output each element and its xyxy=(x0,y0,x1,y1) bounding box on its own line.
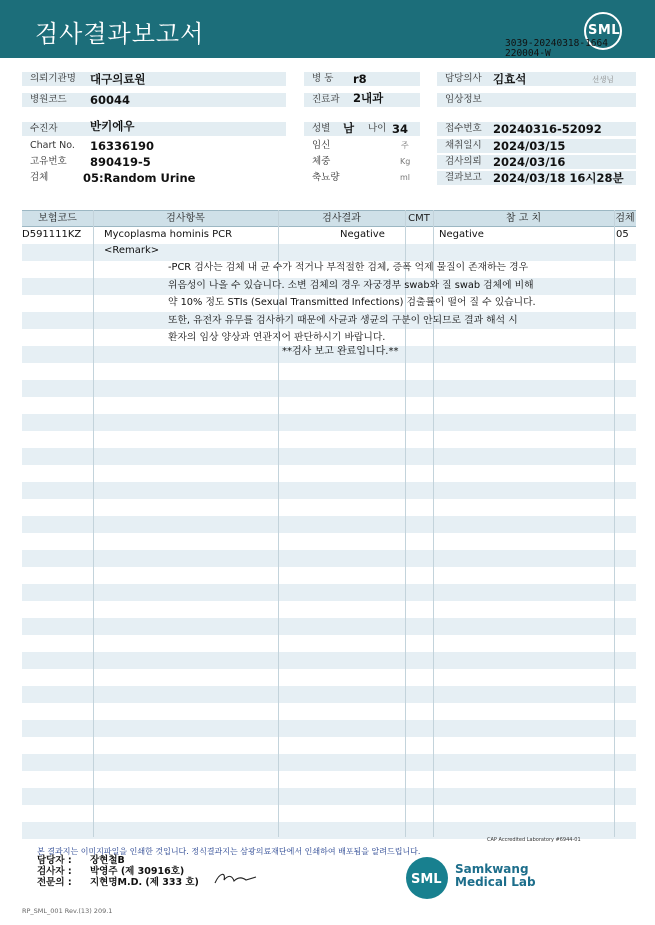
header-reference: 참 고 치 xyxy=(505,213,542,224)
doctor-value: 김효석 xyxy=(493,72,527,86)
chart-value: 16336190 xyxy=(90,139,155,153)
unique-value: 890419-5 xyxy=(90,155,151,169)
preg-unit: 주 xyxy=(401,141,409,150)
age-value: 34 xyxy=(392,122,409,136)
company-name-line1: Samkwang xyxy=(455,862,529,876)
row-result: Negative xyxy=(340,229,385,240)
report-complete: **검사 보고 완료입니다.** xyxy=(282,346,399,357)
table-row-stripe xyxy=(22,686,636,703)
signature-icon xyxy=(212,869,260,887)
ward-value: r8 xyxy=(353,72,367,86)
row-item: Mycoplasma hominis PCR xyxy=(104,229,233,240)
report-number-line2: 220004-W xyxy=(505,48,551,59)
table-row-stripe xyxy=(22,414,636,431)
remark-label: <Remark> xyxy=(104,245,160,256)
request-label: 검사의뢰 xyxy=(437,155,636,169)
form-code: RP_SML_001 Rev.(13) 209.1 xyxy=(22,907,113,915)
clinical-label: 임상정보 xyxy=(437,93,636,107)
header-cmt: CMT xyxy=(408,213,430,224)
table-row-stripe xyxy=(22,482,636,499)
report-date-value: 2024/03/18 16시28분 xyxy=(493,171,624,185)
report-number-line1: 3039-20240318-1664 xyxy=(505,38,608,49)
tester-label: 검사자 : xyxy=(37,866,72,877)
institution-value: 대구의료원 xyxy=(90,72,146,86)
remark-text xyxy=(168,259,536,347)
sex-value: 남 xyxy=(343,121,355,135)
weight-unit: Kg xyxy=(400,157,411,166)
company-name xyxy=(455,863,536,889)
patient-label: 수진자 xyxy=(22,122,286,136)
table-row-stripe xyxy=(22,584,636,601)
remark-line: -PCR 검사는 검체 내 균 수가 적거나 부적절한 검체, 증폭 억제 물질이 존재하는 경우 xyxy=(168,262,529,273)
urine-label: 축뇨량 xyxy=(312,172,340,183)
row-code: D591111KZ xyxy=(22,229,82,240)
table-row-stripe xyxy=(22,380,636,397)
patient-value: 반키에우 xyxy=(90,119,135,133)
in-charge-label: 담당자 : xyxy=(37,855,72,866)
remark-line: 약 10% 정도 STIs (Sexual Transmitted Infections) 검출률이 떨어 질 수 있습니다. xyxy=(168,297,536,309)
row-specimen: 05 xyxy=(616,229,629,240)
header-result: 검사결과 xyxy=(322,213,361,224)
column-divider xyxy=(93,210,94,837)
table-row-stripe xyxy=(22,550,636,567)
dept-label: 진료과 xyxy=(304,93,420,107)
doctor-label: 담당의사 xyxy=(437,72,636,86)
header-specimen: 검체 xyxy=(615,213,635,224)
tester-value: 박영주 (제 30916호) xyxy=(90,866,185,877)
image-notice: 본 결과지는 이미지파일을 인쇄한 것입니다. 정식결과지는 삼광의료재단에서 인쇄하여 배포됨을 알려드립니다. xyxy=(37,847,421,856)
institution-label: 의뢰기관명 xyxy=(22,72,286,86)
ward-label: 병 동 xyxy=(304,72,420,86)
dept-value: 2내과 xyxy=(353,91,384,105)
urine-unit: ml xyxy=(400,173,411,182)
receipt-value: 20240316-52092 xyxy=(493,122,602,136)
unique-label: 고유번호 xyxy=(30,156,67,167)
row-reference: Negative xyxy=(439,229,484,240)
doctor-suffix: 선생님 xyxy=(592,75,614,84)
preg-label: 임신 xyxy=(312,140,331,151)
collect-value: 2024/03/15 xyxy=(493,139,566,153)
table-row-stripe xyxy=(22,448,636,465)
request-value: 2024/03/16 xyxy=(493,155,566,169)
logo-text: SML xyxy=(588,23,621,38)
remark-line: 환자의 임상 양상과 연관지어 판단하시기 바랍니다. xyxy=(168,332,386,344)
sml-logo-label: SML xyxy=(411,872,442,887)
table-row-stripe xyxy=(22,516,636,533)
specialist-value: 지현명M.D. (제 333 호) xyxy=(90,877,199,888)
header-item: 검사항목 xyxy=(166,213,205,224)
table-row-stripe xyxy=(22,754,636,771)
specimen-value: 05:Random Urine xyxy=(83,171,196,185)
remark-line: 위음성이 나올 수 있습니다. 소변 검체의 경우 자궁경부 swab와 질 swab 검체에 비해 xyxy=(168,279,534,291)
report-date-label: 결과보고 xyxy=(437,171,636,185)
hospital-code-label: 병원코드 xyxy=(22,93,286,107)
header-code: 보험코드 xyxy=(38,213,77,224)
sex-label: 성별 xyxy=(304,122,420,136)
remark-line: 또한, 유전자 유무를 검사하기 때문에 사균과 생균의 구분이 안되므로 결과 해석 시 xyxy=(168,314,518,326)
specialist-label: 전문의 : xyxy=(37,877,72,888)
table-row-stripe xyxy=(22,720,636,737)
specimen-label: 검체 xyxy=(30,172,49,183)
weight-label: 체중 xyxy=(312,156,331,167)
in-charge-value: 장현철B xyxy=(90,855,125,866)
table-row-stripe xyxy=(22,788,636,805)
cap-note: CAP Accredited Laboratory #6944-01 xyxy=(487,837,581,843)
chart-label: Chart No. xyxy=(30,140,75,151)
hospital-code-value: 60044 xyxy=(90,93,131,107)
report-number xyxy=(505,39,608,59)
collect-label: 채취일시 xyxy=(437,139,636,153)
table-row-stripe xyxy=(22,618,636,635)
receipt-label: 접수번호 xyxy=(437,122,636,136)
table-row-stripe xyxy=(22,652,636,669)
report-title: 검사결과보고서 xyxy=(35,20,205,48)
age-label: 나이 xyxy=(368,123,387,134)
company-name-line2: Medical Lab xyxy=(455,875,536,889)
column-divider xyxy=(614,210,615,837)
